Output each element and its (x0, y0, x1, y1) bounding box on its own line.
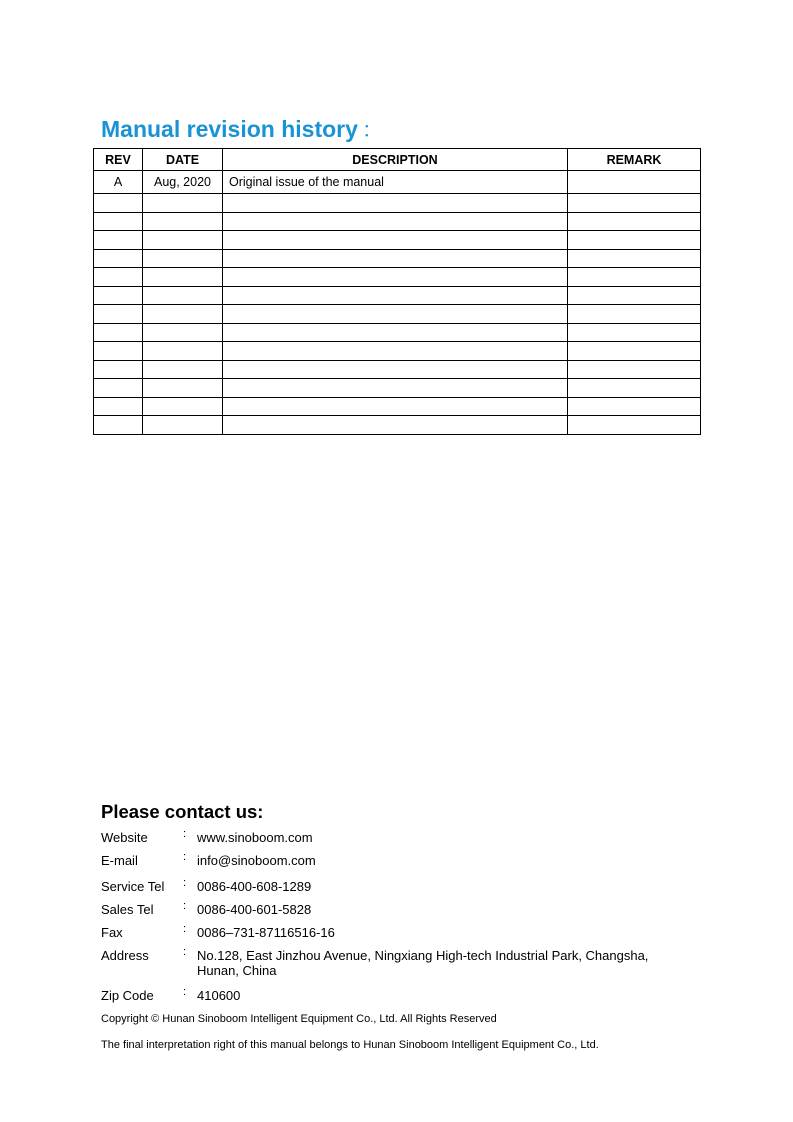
table-row (94, 194, 701, 213)
zip-code-value: 410600 (197, 988, 241, 1003)
cell-rev (94, 379, 143, 398)
table-row (94, 323, 701, 342)
cell-description (223, 268, 568, 287)
address-value: No.128, East Jinzhou Avenue, Ningxiang High-tech Industrial Park, Changsha, Hunan, China (197, 948, 649, 978)
table-row (94, 231, 701, 250)
cell-remark (568, 231, 701, 250)
contact-separator: : (183, 923, 187, 935)
cell-date: Aug, 2020 (143, 171, 223, 194)
table-row (94, 360, 701, 379)
fax-value: 0086–731-87116516-16 (197, 925, 335, 940)
cell-date (143, 342, 223, 361)
cell-remark (568, 397, 701, 416)
cell-description (223, 342, 568, 361)
table-row (94, 286, 701, 305)
header-date: DATE (143, 149, 223, 171)
table-row (94, 212, 701, 231)
header-description: DESCRIPTION (223, 149, 568, 171)
table-row (94, 342, 701, 361)
cell-date (143, 268, 223, 287)
revision-history-table (93, 148, 701, 435)
cell-remark (568, 286, 701, 305)
cell-rev (94, 323, 143, 342)
cell-description (223, 231, 568, 250)
interpretation-text: The final interpretation right of this manual belongs to Hunan Sinoboom Intelligent Equipment Co., Ltd. (101, 1039, 599, 1051)
contact-separator: : (183, 828, 187, 840)
cell-remark (568, 379, 701, 398)
cell-rev (94, 342, 143, 361)
website-link[interactable]: www.sinoboom.com (197, 830, 313, 845)
cell-date (143, 416, 223, 435)
cell-description (223, 212, 568, 231)
contact-label: Sales Tel (101, 902, 154, 917)
cell-remark (568, 342, 701, 361)
cell-remark (568, 249, 701, 268)
contact-separator: : (183, 946, 187, 958)
contact-separator: : (183, 900, 187, 912)
cell-description (223, 416, 568, 435)
cell-rev (94, 305, 143, 324)
cell-rev (94, 212, 143, 231)
sales-tel-value: 0086-400-601-5828 (197, 902, 312, 917)
cell-remark (568, 194, 701, 213)
contact-label: E-mail (101, 853, 138, 868)
cell-remark (568, 305, 701, 324)
table-row (94, 171, 701, 194)
cell-description (223, 397, 568, 416)
cell-rev (94, 231, 143, 250)
cell-date (143, 231, 223, 250)
contact-label: Website (101, 830, 148, 845)
cell-date (143, 194, 223, 213)
cell-date (143, 212, 223, 231)
table-row (94, 305, 701, 324)
cell-date (143, 379, 223, 398)
header-rev: REV (94, 149, 143, 171)
cell-description (223, 323, 568, 342)
cell-remark (568, 212, 701, 231)
cell-rev (94, 360, 143, 379)
cell-date (143, 360, 223, 379)
cell-rev (94, 249, 143, 268)
cell-description (223, 360, 568, 379)
cell-rev (94, 416, 143, 435)
contact-label: Fax (101, 925, 123, 940)
service-tel-value: 0086-400-608-1289 (197, 879, 312, 894)
cell-rev (94, 397, 143, 416)
cell-description (223, 194, 568, 213)
contact-label: Zip Code (101, 988, 154, 1003)
copyright-text: Copyright © Hunan Sinoboom Intelligent Equipment Co., Ltd. All Rights Reserved (101, 1013, 497, 1025)
cell-description (223, 305, 568, 324)
cell-remark (568, 171, 701, 194)
contact-label: Service Tel (101, 879, 165, 894)
cell-remark (568, 360, 701, 379)
contact-label: Address (101, 948, 149, 963)
contact-separator: : (183, 851, 187, 863)
cell-rev (94, 268, 143, 287)
cell-rev (94, 194, 143, 213)
cell-date (143, 305, 223, 324)
table-header-row (94, 149, 701, 171)
cell-description: Original issue of the manual (223, 171, 568, 194)
cell-rev (94, 286, 143, 305)
contact-separator: : (183, 877, 187, 889)
cell-description (223, 379, 568, 398)
table-row (94, 268, 701, 287)
table-row (94, 249, 701, 268)
cell-date (143, 397, 223, 416)
contact-separator: : (183, 986, 187, 998)
cell-date (143, 249, 223, 268)
table-row (94, 416, 701, 435)
cell-remark (568, 416, 701, 435)
table-row (94, 397, 701, 416)
cell-date (143, 323, 223, 342)
cell-remark (568, 268, 701, 287)
page-title (101, 114, 383, 144)
cell-description (223, 249, 568, 268)
contact-heading: Please contact us: (101, 801, 264, 822)
cell-description (223, 286, 568, 305)
cell-date (143, 286, 223, 305)
header-remark: REMARK (568, 149, 701, 171)
cell-rev: A (94, 171, 143, 194)
cell-remark (568, 323, 701, 342)
title-text: Manual revision history (101, 116, 358, 142)
email-link[interactable]: info@sinoboom.com (197, 853, 316, 868)
table-row (94, 379, 701, 398)
title-colon: ： (361, 119, 383, 142)
